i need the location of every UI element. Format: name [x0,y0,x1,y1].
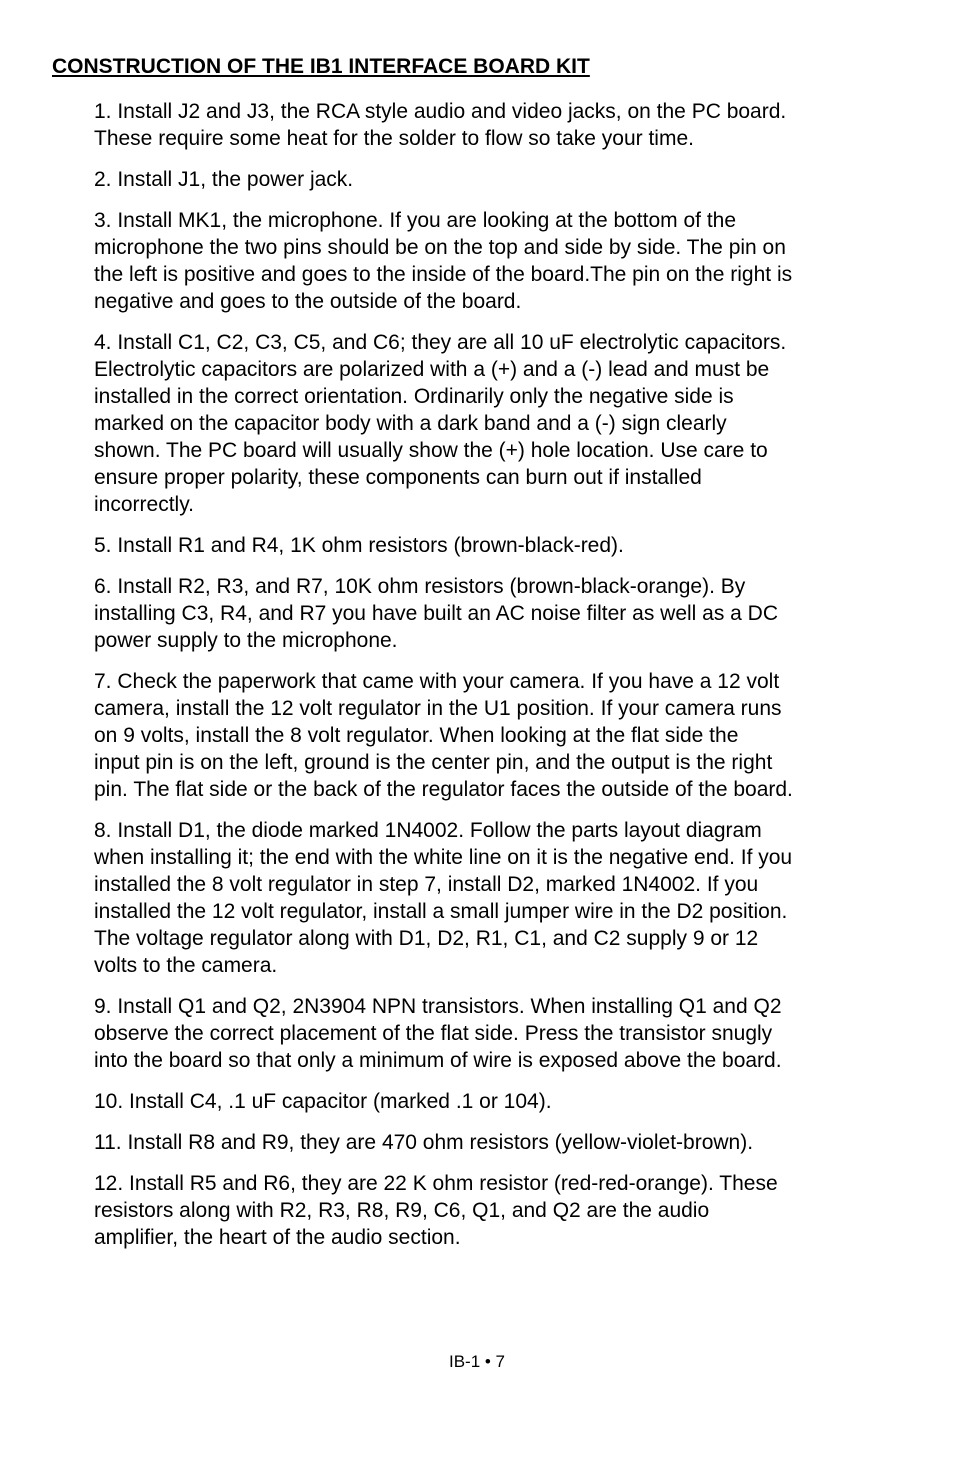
page-heading: CONSTRUCTION OF THE IB1 INTERFACE BOARD KIT [52,55,590,78]
step-text-line: resistors along with R2, R3, R8, R9, C6, Q1, and Q2 are the audio [94,1199,710,1222]
step-text-line: pin. The flat side or the back of the regulator faces the outside of the board. [94,778,793,801]
instruction-step [94,1170,906,1251]
instruction-step [94,993,906,1074]
step-text-line: marked on the capacitor body with a dark band and a (-) sign clearly [94,412,727,435]
step-text-line: 6. Install R2, R3, and R7, 10K ohm resistors (brown-black-orange). By [94,575,746,598]
step-text-line: shown. The PC board will usually show the (+) hole location. Use care to [94,439,768,462]
instruction-step [94,98,906,152]
step-text-line: 12. Install R5 and R6, they are 22 K ohm resistor (red-red-orange). These [94,1172,778,1195]
step-text-line: power supply to the microphone. [94,629,398,652]
instruction-step [94,329,906,518]
step-text-line: installed the 12 volt regulator, install a small jumper wire in the D2 position. [94,900,788,923]
instruction-step [94,166,906,193]
step-text-line: These require some heat for the solder to flow so take your time. [94,127,694,150]
step-text-line: input pin is on the left, ground is the center pin, and the output is the right [94,751,773,774]
step-text-line: 7. Check the paperwork that came with your camera. If you have a 12 volt [94,670,780,693]
page-footer: IB-1 • 7 [448,1352,506,1371]
instruction-steps [94,98,906,1265]
step-text-line: 8. Install D1, the diode marked 1N4002. Follow the parts layout diagram [94,819,762,842]
step-text-line: ensure proper polarity, these components can burn out if installed [94,466,702,489]
step-text-line: negative and goes to the outside of the board. [94,290,522,313]
instruction-step [94,532,906,559]
step-text-line: incorrectly. [94,493,194,516]
step-text-line: 4. Install C1, C2, C3, C5, and C6; they are all 10 uF electrolytic capacitors. [94,331,787,354]
step-text-line: volts to the camera. [94,954,278,977]
step-text-line: 11. Install R8 and R9, they are 470 ohm resistors (yellow-violet-brown). [94,1131,754,1154]
step-text-line: on 9 volts, install the 8 volt regulator. When looking at the flat side the [94,724,739,747]
step-text-line: microphone the two pins should be on the top and side by side. The pin on [94,236,786,259]
step-text-line: installing C3, R4, and R7 you have built an AC noise filter as well as a DC [94,602,779,625]
step-text-line: observe the correct placement of the flat side. Press the transistor snugly [94,1022,773,1045]
step-text-line: 10. Install C4, .1 uF capacitor (marked .1 or 104). [94,1090,552,1113]
step-text-line: The voltage regulator along with D1, D2, R1, C1, and C2 supply 9 or 12 [94,927,759,950]
instruction-step [94,668,906,803]
instruction-step [94,817,906,979]
instruction-step [94,573,906,654]
step-text-line: 1. Install J2 and J3, the RCA style audio and video jacks, on the PC board. [94,100,787,123]
step-text-line: installed in the correct orientation. Ordinarily only the negative side is [94,385,734,408]
instruction-step [94,1088,906,1115]
step-text-line: 5. Install R1 and R4, 1K ohm resistors (brown-black-red). [94,534,624,557]
step-text-line: 2. Install J1, the power jack. [94,168,354,191]
instruction-step [94,207,906,315]
step-text-line: the left is positive and goes to the inside of the board.The pin on the right is [94,263,793,286]
step-text-line: Electrolytic capacitors are polarized with a (+) and a (-) lead and must be [94,358,770,381]
step-text-line: into the board so that only a minimum of wire is exposed above the board. [94,1049,782,1072]
step-text-line: 3. Install MK1, the microphone. If you are looking at the bottom of the [94,209,737,232]
step-text-line: camera, install the 12 volt regulator in the U1 position. If your camera runs [94,697,782,720]
step-text-line: 9. Install Q1 and Q2, 2N3904 NPN transistors. When installing Q1 and Q2 [94,995,782,1018]
step-text-line: when installing it; the end with the white line on it is the negative end. If you [94,846,793,869]
step-text-line: installed the 8 volt regulator in step 7, install D2, marked 1N4002. If you [94,873,759,896]
instruction-step [94,1129,906,1156]
step-text-line: amplifier, the heart of the audio section. [94,1226,461,1249]
